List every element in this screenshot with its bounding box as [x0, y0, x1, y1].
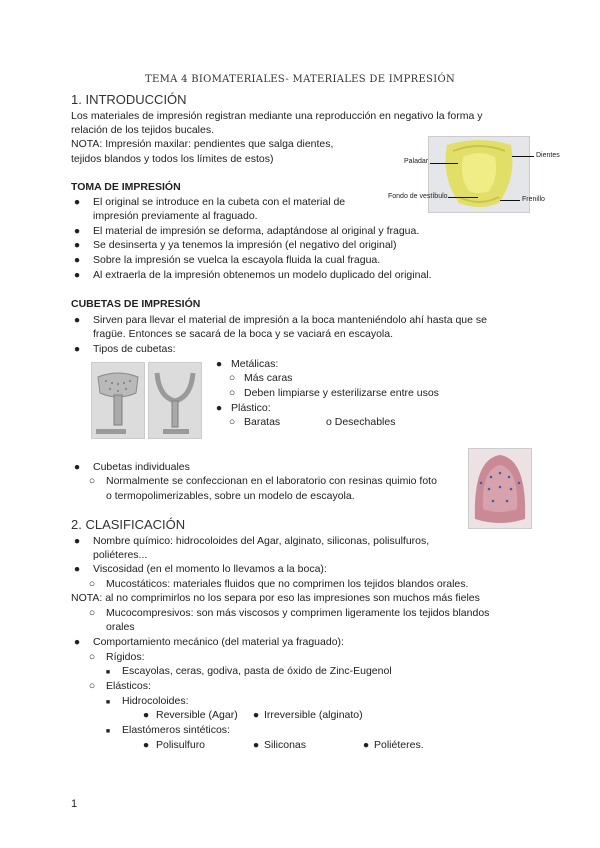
toma-bullet-3: [71, 238, 397, 252]
cubetas-bullet-2: [71, 342, 176, 356]
rigidos-item-text: Escayolas, ceras, godiva, pasta de óxido de Zinc-Eugenol: [122, 665, 392, 677]
cubetas-individuales: [71, 460, 190, 474]
individuales-item-1: [86, 474, 437, 488]
clasif-comportamiento: [71, 635, 344, 649]
arrow-fondo-vestibulo: [448, 197, 478, 198]
mucocompresivos-text: Mucocompresivos: son más viscosos y comprimen ligeramente los tejidos blandos: [106, 607, 490, 619]
bullet-icon: ●: [73, 254, 81, 266]
circle-bullet-icon: ○: [228, 416, 236, 428]
cubetas-bullet-1-cont: fragüe. Entonces se sacará de la boca y se vaciará en escayola.: [93, 328, 394, 340]
cubetas-bullet-1: [71, 313, 487, 327]
polieteres-text: Poliéteres.: [374, 739, 424, 751]
clasif-nota: NOTA: al no comprimirlos no los separa por eso las impresiones son muchos más fieles: [71, 592, 480, 604]
bullet-icon: ●: [73, 535, 81, 547]
reversible-text: Reversible (Agar): [156, 709, 238, 721]
toma-bullet-1: [71, 195, 345, 209]
clasif-viscosidad-text: Viscosidad (en el momento lo llevamos a la boca):: [93, 563, 327, 575]
elastomeros-polisulfuro: [140, 738, 205, 752]
bullet-icon: ●: [73, 269, 81, 281]
square-bullet-icon: ■: [105, 728, 111, 735]
label-fondo-vestibulo: Fondo de vestíbulo: [388, 193, 448, 200]
metalicas-label: Metálicas:: [231, 358, 279, 370]
bullet-icon: ●: [252, 709, 260, 721]
metalicas-item-2: [226, 386, 439, 400]
bullet-icon: ●: [252, 739, 260, 751]
individuales-item-1-cont: o termopolimerizables, sobre un modelo de escayola.: [106, 490, 355, 502]
viscosidad-mucostaticos: [86, 577, 468, 591]
cubetas-bullet-1-text: Sirven para llevar el material de impresión a la boca manteniéndolo ahí hasta que se: [93, 314, 487, 326]
clasif-comportamiento-text: Comportamiento mecánico (del material ya fraguado):: [93, 636, 344, 648]
bullet-icon: ●: [73, 343, 81, 355]
label-paladar: Paladar: [404, 158, 429, 165]
comportamiento-rigidos: [86, 650, 145, 664]
label-dientes: Dientes: [536, 152, 560, 159]
toma-bullet-5-text: Al extraerla de la impresión obtenemos un modelo duplicado del original.: [93, 269, 432, 281]
clasif-nombre-quimico-text: Nombre químico: hidrocoloides del Agar, alginato, siliconas, polisulfuros,: [93, 535, 430, 547]
circle-bullet-icon: ○: [88, 651, 96, 663]
arrow-frenillo: [500, 200, 520, 201]
comportamiento-elasticos: [86, 679, 151, 693]
elasticos-text: Elásticos:: [106, 680, 151, 692]
intro-note-line1: NOTA: Impresión maxilar: pendientes que salga dientes,: [71, 138, 334, 150]
toma-bullet-4: [71, 253, 380, 267]
elastomeros-text: Elastómeros sintéticos:: [122, 724, 230, 736]
bullet-icon: ●: [73, 636, 81, 648]
intro-paragraph-line1: Los materiales de impresión registran mediante una reproducción en negativo la forma y: [71, 110, 483, 122]
toma-bullet-4-text: Sobre la impresión se vuelca la escayola fluida la cual fragua.: [93, 254, 381, 266]
toma-bullet-5: [71, 268, 432, 282]
circle-bullet-icon: ○: [228, 387, 236, 399]
metalicas-item-2-text: Deben limpiarse y esterilizarse entre usos: [244, 387, 439, 399]
toma-bullet-2-text: El material de impresión se deforma, adaptándose al original y fragua.: [93, 225, 420, 237]
cubetas-bullet-2-text: Tipos de cubetas:: [93, 343, 176, 355]
heading-toma-impresion: TOMA DE IMPRESIÓN: [71, 181, 181, 193]
bullet-icon: ●: [73, 196, 81, 208]
metalicas-item-1-text: Más caras: [244, 372, 293, 384]
heading-clasificacion: 2. CLASIFICACIÓN: [71, 517, 186, 532]
siliconas-text: Siliconas: [264, 739, 307, 751]
toma-bullet-2: [71, 224, 419, 238]
bullet-icon: ●: [73, 225, 81, 237]
bullet-icon: ●: [73, 461, 81, 473]
viscosidad-mucocompresivos: [86, 606, 489, 620]
hidrocoloides-irreversible: [250, 708, 363, 722]
bullet-icon: ●: [215, 358, 223, 370]
intro-note-line2: tejidos blandos y todos los límites de estos): [71, 153, 274, 165]
elastomeros-siliconas: [250, 738, 306, 752]
circle-bullet-icon: ○: [88, 578, 96, 590]
circle-bullet-icon: ○: [88, 680, 96, 692]
metal-tray-photo-1: [91, 362, 145, 439]
square-bullet-icon: ■: [105, 669, 111, 676]
elastomeros-polieteres: [360, 738, 424, 752]
toma-bullet-1-cont: impresión previamente al fraguado.: [93, 210, 258, 222]
maxillary-impression-photo: [428, 136, 530, 213]
metalicas-item-1: [226, 371, 292, 385]
arrow-dientes: [512, 156, 534, 157]
individuales-item-1-text: Normalmente se confeccionan en el laboratorio con resinas quimio foto: [106, 475, 437, 487]
document-title: TEMA 4 BIOMATERIALES- MATERIALES DE IMPRESIÓN: [145, 74, 455, 85]
rigidos-item: [102, 664, 392, 680]
bullet-icon: ●: [142, 709, 150, 721]
hidrocoloides-reversible: [140, 708, 238, 722]
clasif-nombre-quimico: [71, 534, 429, 548]
plastico-item-1: [226, 415, 280, 429]
rigidos-text: Rígidos:: [106, 651, 145, 663]
clasif-nombre-quimico-cont: poliéteres...: [93, 549, 148, 561]
plastico-label: Plástico:: [231, 402, 271, 414]
square-bullet-icon: ■: [105, 699, 111, 706]
metal-tray-photo-2: [148, 362, 202, 439]
arrow-paladar: [430, 163, 458, 164]
toma-bullet-1-text: El original se introduce en la cubeta con el material de: [93, 196, 346, 208]
heading-cubetas-impresion: CUBETAS DE IMPRESIÓN: [71, 298, 201, 310]
circle-bullet-icon: ○: [88, 607, 96, 619]
clasif-viscosidad: [71, 562, 327, 576]
cubetas-metalicas: [213, 357, 278, 371]
bullet-icon: ●: [215, 402, 223, 414]
cubetas-individuales-text: Cubetas individuales: [93, 461, 190, 473]
plastico-item-2: o Desechables: [326, 416, 396, 428]
bullet-icon: ●: [73, 314, 81, 326]
bullet-icon: ●: [362, 739, 370, 751]
bullet-icon: ●: [73, 239, 81, 251]
hidrocoloides-text: Hidrocoloides:: [122, 695, 189, 707]
intro-paragraph-line2: relación de los tejidos bucales.: [71, 124, 215, 136]
bullet-icon: ●: [73, 563, 81, 575]
heading-introduccion: 1. INTRODUCCIÓN: [71, 92, 187, 107]
plastico-item-1-text: Baratas: [244, 416, 281, 428]
polisulfuro-text: Polisulfuro: [156, 739, 206, 751]
bullet-icon: ●: [142, 739, 150, 751]
circle-bullet-icon: ○: [228, 372, 236, 384]
label-frenillo: Frenillo: [522, 196, 545, 203]
toma-bullet-3-text: Se desinserta y ya tenemos la impresión (el negativo del original): [93, 239, 397, 251]
individual-tray-photo: [468, 448, 532, 529]
circle-bullet-icon: ○: [88, 475, 96, 487]
elasticos-elastomeros: [102, 723, 230, 739]
cubetas-plastico: [213, 401, 271, 415]
mucostaticos-text: Mucostáticos: materiales fluidos que no comprimen los tejidos blandos orales.: [106, 578, 469, 590]
irreversible-text: Irreversible (alginato): [264, 709, 363, 721]
page-number: 1: [71, 798, 78, 810]
mucocompresivos-cont: orales: [106, 621, 135, 633]
